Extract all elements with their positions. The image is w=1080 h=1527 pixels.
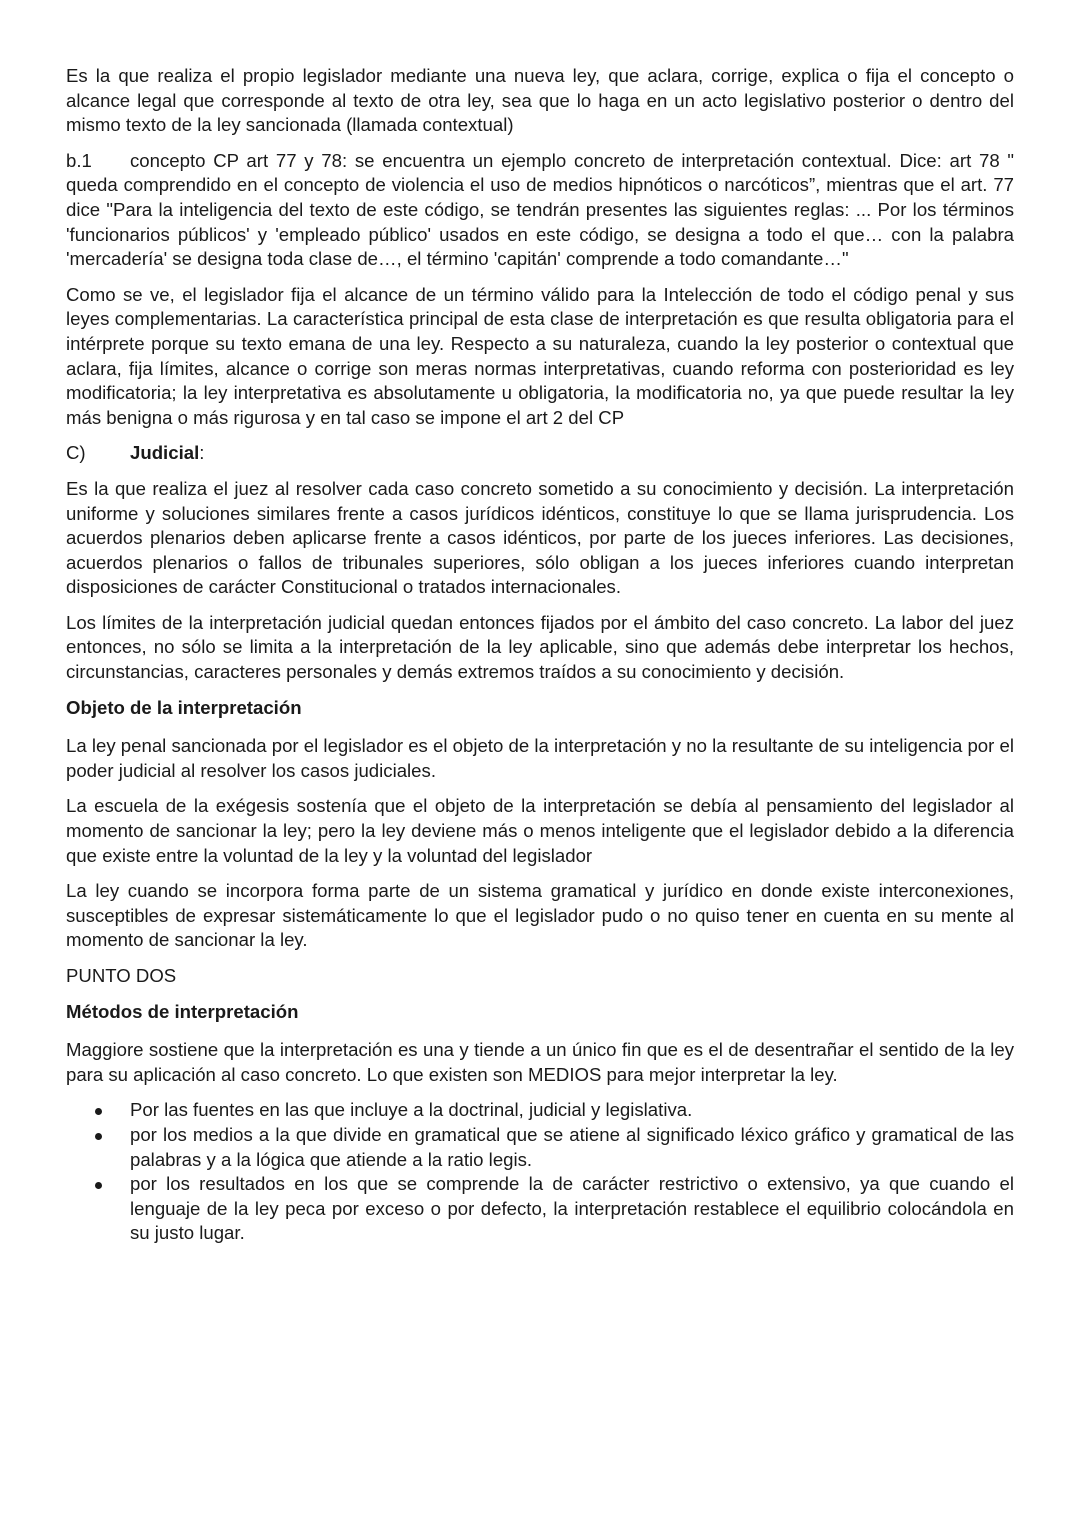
list-item: [66, 1098, 1014, 1123]
list-item-text: Por las fuentes en las que incluye a la doctrinal, judicial y legislativa.: [130, 1099, 693, 1121]
paragraph-legislativa-intro: Es la que realiza el propio legislador mediante una nueva ley, que aclara, corrige, explica o fija el concepto o alcance legal que corresponde al texto de otra ley, sea que lo haga en un acto legislativo posterior o dentro del mismo texto de la ley sancionada (llamada contextual): [66, 65, 1014, 136]
c-label: C): [66, 442, 86, 464]
section-c-heading: [66, 441, 1014, 466]
bullet-icon: [95, 1182, 102, 1189]
paragraph-sistema: La ley cuando se incorpora forma parte de un sistema gramatical y jurídico en donde existe interconexiones, susceptibles de expresar sistemáticamente lo que el legislador pudo o no quiso tener en cuenta en su mente al momento de sancionar la ley.: [66, 880, 1014, 951]
bullet-icon: [95, 1133, 102, 1140]
c-colon: :: [199, 442, 205, 464]
paragraph-ley-penal: La ley penal sancionada por el legislador es el objeto de la interpretación y no la resultante de su inteligencia por el poder judicial al resolver los casos judiciales.: [66, 735, 1014, 781]
paragraph-b1: [66, 149, 1014, 272]
list-item-text: por los resultados en los que se comprende la de carácter restrictivo o extensivo, ya que cuando el lenguaje de la ley peca por exceso o por defecto, la interpretación restablece el equilibrio colocándola en su justo lugar.: [130, 1173, 1014, 1244]
paragraph-exegesis: La escuela de la exégesis sostenía que el objeto de la interpretación se debía al pensamiento del legislador al momento de sancionar la ley; pero la ley deviene más o menos inteligente que el legislador debido a la diferencia que existe entre la voluntad de la ley y la voluntad del legislador: [66, 795, 1014, 866]
bullet-icon: [95, 1108, 102, 1115]
paragraph-limites: Los límites de la interpretación judicial quedan entonces fijados por el ámbito del caso concreto. La labor del juez entonces, no sólo se limita a la interpretación de la ley aplicable, sino que además debe interpretar los hechos, circunstancias, caracteres personales y demás extremos traídos a su conocimiento y decisión.: [66, 611, 1014, 683]
paragraph-judicial: Es la que realiza el juez al resolver cada caso concreto sometido a su conocimiento y decisión. La interpretación uniforme y soluciones similares frente a casos jurídicos idénticos, constituye lo que se llama jurisprudencia. Los acuerdos plenarios deben aplicarse frente a casos idénticos, por parte de los jueces inferiores. Las decisiones, acuerdos plenarios o fallos de tribunales superiores, sólo obligan a los jueces inferiores cuando interpretan disposiciones de carácter Constitucional o tratados internacionales.: [66, 477, 1014, 598]
document-page: [66, 64, 1014, 1246]
b1-label: b.1: [66, 149, 92, 171]
paragraph-como-se-ve: Como se ve, el legislador fija el alcance de un término válido para la Intelección de todo el código penal y sus leyes complementarias. La característica principal de esta clase de interpretación es que resulta obligatoria para el intérprete porque su texto emana de una ley. Respecto a su naturaleza, cuando la ley posterior o contextual que aclara, fija límites, alcance o corrige son meras normas interpretativas, cuando reforma con posterioridad es ley modificatoria; la ley interpretativa es absolutamente u obligatoria, la modificatoria no, ya que puede resultar la ley más benigna o más rigurosa y en tal caso se impone el art 2 del CP: [66, 283, 1014, 428]
bullet-list: [66, 1098, 1014, 1246]
c-title: Judicial: [130, 442, 200, 464]
list-item: [66, 1123, 1014, 1172]
list-item: [66, 1172, 1014, 1246]
b1-text: concepto CP art 77 y 78: se encuentra un ejemplo concreto de interpretación contextual. Dice: art 78 " queda comprendido en el concepto de violencia el uso de medios hipnóticos o narcóticos”, mientras que el art. 77 dice "Para la inteligencia del texto de este código, se tendrán presentes las siguientes reglas: ... Por los términos 'funcionarios públicos' y 'empleado público' usados en este código, se designa a todo el que… con la palabra 'mercadería' se designa toda clase de…, el término 'capitán' comprende a todo comandante…": [66, 149, 1014, 270]
list-item-text: por los medios a la que divide en gramatical que se atiene al significado léxico gráfico y gramatical de las palabras y a la lógica que atiende a la ratio legis.: [130, 1123, 1014, 1170]
paragraph-maggiore: Maggiore sostiene que la interpretación es una y tiende a un único fin que es el de desentrañar el sentido de la ley para su aplicación al caso concreto. Lo que existen son MEDIOS para mejor interpretar la ley.: [66, 1039, 1014, 1085]
punto-dos-label: PUNTO DOS: [66, 965, 177, 986]
heading-metodos: Métodos de interpretación: [66, 1000, 299, 1022]
heading-objeto: Objeto de la interpretación: [66, 696, 302, 718]
